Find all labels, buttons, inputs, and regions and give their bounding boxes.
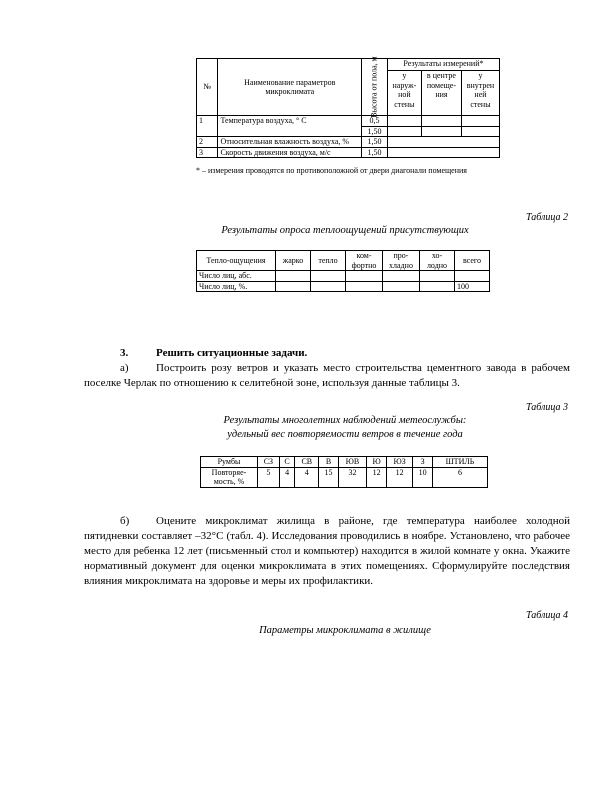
sub-center-header: в центре помеще-ния [421,71,461,116]
t3-value: 4 [279,467,295,487]
t3-row-label: Повторяе-мость, % [201,467,258,487]
t2-header: ком-фортно [346,251,383,271]
cell-empty [420,271,455,282]
row-parameter-name: Относительная влажность воздуха, % [218,137,362,148]
cell-empty [387,147,499,158]
t3-direction: С [279,457,295,468]
t3-direction: СВ [295,457,319,468]
t3-header-label: Румбы [201,457,258,468]
table4-caption: Параметры микроклимата в жилище [259,625,431,636]
cell-empty [421,126,461,137]
cell-empty [346,281,383,292]
row-parameter-name: Скорость движения воздуха, м/с [218,147,362,158]
t3-value: 15 [319,467,339,487]
table2-label: Таблица 2 [526,212,568,223]
row-height: 1,50 [362,126,388,137]
sub-outer-wall-header: у наруж-ной стены [387,71,421,116]
cell-empty [461,126,499,137]
table1-footnote: * – измерения проводятся по противоположной от двери диагонали помещения [196,166,467,175]
t2-header: тепло [311,251,346,271]
col-number-header: № [197,59,218,116]
table2-caption: Результаты опроса теплоощущений присутствующих [221,225,469,236]
t2-total-value: 100 [455,281,490,292]
t2-row-label: Число лиц, абс. [197,271,276,282]
t3-direction: В [319,457,339,468]
col-parameter-name-header: Наименование параметров микроклимата [218,59,362,116]
t3-value: 6 [433,467,488,487]
t2-header: жарко [276,251,311,271]
t3-value: 12 [387,467,413,487]
t3-direction: СЗ [258,457,280,468]
t3-value: 4 [295,467,319,487]
t3-direction: ЮВ [338,457,366,468]
cell-empty [461,116,499,127]
t3-direction: ЮЗ [387,457,413,468]
row-number: 1 [197,116,218,137]
table3-caption-line1: Результаты многолетних наблюдений метеослужбы: [223,415,467,426]
section3-title: Решить ситуационные задачи. [156,347,308,359]
col-results-header: Результаты измерений* [387,59,499,71]
table3-caption-line2: удельный вес повторяемости ветров в течение года [227,429,463,440]
cell-empty [311,271,346,282]
t3-direction: Ю [367,457,387,468]
row-number: 3 [197,147,218,158]
cell-empty [420,281,455,292]
t2-header: хо-лодно [420,251,455,271]
row-height: 0,5 [362,116,388,127]
task-a-letter: а) [120,362,129,374]
cell-empty [387,116,421,127]
thermal-sensation-survey-table [196,250,490,292]
t3-value: 12 [367,467,387,487]
section3-number: 3. [120,347,129,359]
sub-inner-wall-header: у внутрен ней стены [461,71,499,116]
cell-empty [387,126,421,137]
t2-row-label: Число лиц, %. [197,281,276,292]
cell-empty [383,271,420,282]
row-parameter-name: Температура воздуха, ° С [218,116,362,137]
cell-empty [383,281,420,292]
t2-header: всего [455,251,490,271]
table4-label: Таблица 4 [526,610,568,621]
wind-rose-frequency-table [200,456,488,488]
row-height: 1,50 [362,147,388,158]
col-height-label: Высота от пола, м [369,56,379,118]
cell-empty [421,116,461,127]
t3-direction: ШТИЛЬ [433,457,488,468]
row-number: 2 [197,137,218,148]
cell-empty [311,281,346,292]
microclimate-measurements-table [196,58,500,158]
task-a-text: Построить розу ветров и указать место строительства цементного завода в рабочем поселке Черлак по отношению к селитебной зоне, используя данные таблицы 3. [84,362,570,389]
cell-empty [276,271,311,282]
col-height-header [362,56,388,118]
t3-direction: З [413,457,433,468]
cell-empty [346,271,383,282]
task-b-letter: б) [120,515,130,527]
table3-label: Таблица 3 [526,402,568,413]
cell-empty [455,271,490,282]
t2-header: про-хладно [383,251,420,271]
cell-empty [276,281,311,292]
t3-value: 10 [413,467,433,487]
cell-empty [387,137,499,148]
t3-value: 32 [338,467,366,487]
task-b-text: Оцените микроклимат жилища в районе, где температура наиболее холодной пятидневки составляет –32°С (табл. 4). Исследования проводились в ноябре. Установлено, что рабочее место для ребенка 12 лет (письменный стол и компьютер) находится в жилой комнате у окна. Укажите нормативный документ для оценки микроклимата в этих помещениях. Сформулируйте последствия влияния микроклимата на здоровье и меры их профилактики. [84,515,570,587]
row-height: 1,50 [362,137,388,148]
t2-header: Тепло-ощущения [197,251,276,271]
t3-value: 5 [258,467,280,487]
